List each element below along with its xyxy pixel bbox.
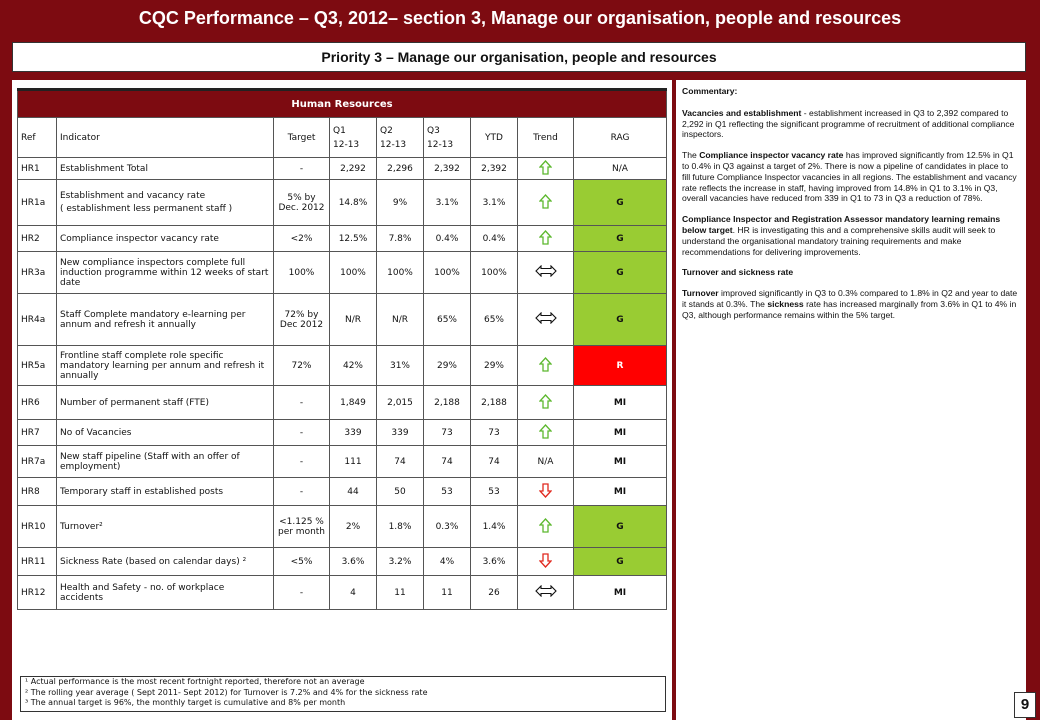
col-q3 bbox=[424, 118, 471, 158]
q3-cell: 0.3% bbox=[424, 506, 471, 548]
indicator-cell: No of Vacancies bbox=[57, 420, 274, 446]
trend-both-ways-arrow-icon bbox=[518, 294, 574, 346]
table-row bbox=[18, 478, 667, 506]
rag-cell: G bbox=[574, 180, 667, 226]
indicator-cell: Number of permanent staff (FTE) bbox=[57, 386, 274, 420]
q3-cell: 2,188 bbox=[424, 386, 471, 420]
ytd-cell: 100% bbox=[471, 252, 518, 294]
indicator-cell: Sickness Rate (based on calendar days) ² bbox=[57, 548, 274, 576]
page-title: CQC Performance – Q3, 2012– section 3, Manage our organisation, people and resources bbox=[138, 8, 902, 28]
rag-cell: MI bbox=[574, 446, 667, 478]
trend-up-arrow-icon bbox=[518, 180, 574, 226]
rag-cell: MI bbox=[574, 576, 667, 610]
ytd-cell: 65% bbox=[471, 294, 518, 346]
q2-cell: 3.2% bbox=[377, 548, 424, 576]
footnote-3: ³ The annual target is 96%, the monthly target is cumulative and 8% per month bbox=[25, 698, 346, 707]
compliance-pre: The bbox=[682, 150, 700, 161]
q2-cell: 1.8% bbox=[377, 506, 424, 548]
q1-cell: 14.8% bbox=[330, 180, 377, 226]
q3-cell: 74 bbox=[424, 446, 471, 478]
q1-cell: 4 bbox=[330, 576, 377, 610]
q1-cell: N/R bbox=[330, 294, 377, 346]
table-row bbox=[18, 294, 667, 346]
q2-sublabel: 12-13 bbox=[380, 139, 407, 150]
sickness-text: rate has increased marginally from 3.6% in Q1 to 4% in Q3, although performance remains within the 5% target. bbox=[682, 298, 1017, 320]
ref-cell: HR11 bbox=[18, 548, 57, 576]
col-trend: Trend bbox=[518, 118, 574, 158]
ytd-cell: 3.6% bbox=[471, 548, 518, 576]
table-row bbox=[18, 180, 667, 226]
q3-sublabel: 12-13 bbox=[427, 139, 454, 150]
q1-cell: 2,292 bbox=[330, 158, 377, 180]
q2-cell: 9% bbox=[377, 180, 424, 226]
indicator-cell: Turnover² bbox=[57, 506, 274, 548]
table-row bbox=[18, 576, 667, 610]
turnover-text: improved significantly in Q3 to 0.3% compared to 1.8% in Q2 and year to date it stands at 0.3%. The bbox=[682, 288, 1018, 309]
target-cell: <2% bbox=[274, 226, 330, 252]
trend-both-ways-arrow-icon bbox=[518, 252, 574, 294]
rag-cell: MI bbox=[574, 386, 667, 420]
vacancies-text: - establishment increased in Q3 to 2,392 compared to 2,292 in Q1 reflecting the significant programme of recruitment of additional compliance inspectors. bbox=[682, 107, 1015, 140]
q3-cell: 100% bbox=[424, 252, 471, 294]
col-q2 bbox=[377, 118, 424, 158]
q2-cell: 339 bbox=[377, 420, 424, 446]
human-resources-table bbox=[17, 88, 667, 610]
q3-cell: 3.1% bbox=[424, 180, 471, 226]
q1-cell: 100% bbox=[330, 252, 377, 294]
col-ref: Ref bbox=[18, 118, 57, 158]
q2-cell: N/R bbox=[377, 294, 424, 346]
ref-cell: HR4a bbox=[18, 294, 57, 346]
q2-label: Q2 bbox=[380, 125, 393, 136]
ref-cell: HR7a bbox=[18, 446, 57, 478]
q3-cell: 2,392 bbox=[424, 158, 471, 180]
table-row bbox=[18, 446, 667, 478]
trend-up-arrow-icon bbox=[518, 386, 574, 420]
commentary-panel bbox=[676, 80, 1026, 720]
col-target: Target bbox=[274, 118, 330, 158]
target-cell: <1.125 % per month bbox=[274, 506, 330, 548]
rag-cell: G bbox=[574, 506, 667, 548]
trend-up-arrow-icon bbox=[518, 506, 574, 548]
ytd-cell: 3.1% bbox=[471, 180, 518, 226]
trend-up-arrow-icon bbox=[518, 346, 574, 386]
col-q1 bbox=[330, 118, 377, 158]
indicator-cell: Temporary staff in established posts bbox=[57, 478, 274, 506]
trend-cell: N/A bbox=[518, 446, 574, 478]
ref-cell: HR2 bbox=[18, 226, 57, 252]
target-cell: 100% bbox=[274, 252, 330, 294]
col-ytd: YTD bbox=[471, 118, 518, 158]
q2-cell: 2,296 bbox=[377, 158, 424, 180]
indicator-cell: New compliance inspectors complete full induction programme within 12 weeks of start date bbox=[57, 252, 274, 294]
indicator-cell: Establishment Total bbox=[57, 158, 274, 180]
indicator-cell: New staff pipeline (Staff with an offer of employment) bbox=[57, 446, 274, 478]
trend-both-ways-arrow-icon bbox=[518, 576, 574, 610]
section-header: Human Resources bbox=[18, 90, 667, 118]
trend-down-arrow-icon bbox=[518, 548, 574, 576]
table-row bbox=[18, 226, 667, 252]
q1-sublabel: 12-13 bbox=[333, 139, 360, 150]
q2-cell: 2,015 bbox=[377, 386, 424, 420]
target-cell: - bbox=[274, 576, 330, 610]
col-rag: RAG bbox=[574, 118, 667, 158]
col-indicator: Indicator bbox=[57, 118, 274, 158]
rag-cell: MI bbox=[574, 420, 667, 446]
target-cell: 72% bbox=[274, 346, 330, 386]
q3-cell: 65% bbox=[424, 294, 471, 346]
ytd-cell: 26 bbox=[471, 576, 518, 610]
q2-cell: 11 bbox=[377, 576, 424, 610]
mandatory-heading: Compliance Inspector and Registration Assessor mandatory learning remains below target bbox=[682, 214, 1001, 235]
ref-cell: HR7 bbox=[18, 420, 57, 446]
q3-label: Q3 bbox=[427, 125, 440, 136]
target-cell: - bbox=[274, 158, 330, 180]
q1-label: Q1 bbox=[333, 125, 346, 136]
commentary-turnover bbox=[682, 288, 1018, 320]
q1-cell: 339 bbox=[330, 420, 377, 446]
footnote-1: ¹ Actual performance is the most recent fortnight reported, therefore not an average bbox=[25, 677, 365, 686]
table-row bbox=[18, 386, 667, 420]
q2-cell: 50 bbox=[377, 478, 424, 506]
q1-cell: 3.6% bbox=[330, 548, 377, 576]
q2-cell: 7.8% bbox=[377, 226, 424, 252]
q3-cell: 29% bbox=[424, 346, 471, 386]
commentary-heading: Commentary: bbox=[682, 86, 738, 96]
turnover-label: Turnover bbox=[682, 288, 719, 299]
rag-cell: G bbox=[574, 548, 667, 576]
column-header-row bbox=[18, 118, 667, 158]
q1-cell: 111 bbox=[330, 446, 377, 478]
commentary-compliance-rate bbox=[682, 150, 1018, 204]
rag-cell: G bbox=[574, 226, 667, 252]
target-cell: - bbox=[274, 420, 330, 446]
ref-cell: HR6 bbox=[18, 386, 57, 420]
target-cell: - bbox=[274, 478, 330, 506]
hr-table-body bbox=[18, 158, 667, 610]
indicator-cell: Establishment and vacancy rate ( establishment less permanent staff ) bbox=[57, 180, 274, 226]
trend-down-arrow-icon bbox=[518, 478, 574, 506]
ytd-cell: 29% bbox=[471, 346, 518, 386]
ytd-cell: 2,392 bbox=[471, 158, 518, 180]
q1-cell: 42% bbox=[330, 346, 377, 386]
q3-cell: 11 bbox=[424, 576, 471, 610]
q2-cell: 100% bbox=[377, 252, 424, 294]
ytd-cell: 0.4% bbox=[471, 226, 518, 252]
commentary-turnover-heading bbox=[682, 267, 1018, 278]
commentary-vacancies bbox=[682, 108, 1018, 140]
q3-cell: 73 bbox=[424, 420, 471, 446]
ytd-cell: 2,188 bbox=[471, 386, 518, 420]
indicator-cell: Compliance inspector vacancy rate bbox=[57, 226, 274, 252]
target-cell: 72% by Dec 2012 bbox=[274, 294, 330, 346]
target-cell: <5% bbox=[274, 548, 330, 576]
ref-cell: HR5a bbox=[18, 346, 57, 386]
ref-cell: HR1 bbox=[18, 158, 57, 180]
q1-cell: 2% bbox=[330, 506, 377, 548]
hr-table-panel bbox=[12, 80, 672, 720]
ytd-cell: 73 bbox=[471, 420, 518, 446]
target-cell: - bbox=[274, 386, 330, 420]
table-row bbox=[18, 158, 667, 180]
commentary bbox=[682, 86, 1018, 331]
table-row bbox=[18, 420, 667, 446]
rag-cell: R bbox=[574, 346, 667, 386]
indicator-cell: Staff Complete mandatory e-learning per annum and refresh it annually bbox=[57, 294, 274, 346]
trend-up-arrow-icon bbox=[518, 226, 574, 252]
ref-cell: HR10 bbox=[18, 506, 57, 548]
ytd-cell: 1.4% bbox=[471, 506, 518, 548]
q1-cell: 1,849 bbox=[330, 386, 377, 420]
table-row bbox=[18, 346, 667, 386]
q2-cell: 74 bbox=[377, 446, 424, 478]
mandatory-text: . HR is investigating this and a comprehensive skills audit will seek to understand the organisational mandatory training requirements and make recommendations for delivering improvements. bbox=[682, 224, 996, 257]
turnover-sickness-heading: Turnover and sickness rate bbox=[682, 267, 794, 278]
commentary-mandatory-learning bbox=[682, 214, 1018, 257]
q3-cell: 4% bbox=[424, 548, 471, 576]
footnotes bbox=[20, 676, 666, 712]
ref-cell: HR3a bbox=[18, 252, 57, 294]
rag-cell: G bbox=[574, 294, 667, 346]
table-row bbox=[18, 252, 667, 294]
trend-up-arrow-icon bbox=[518, 158, 574, 180]
ref-cell: HR8 bbox=[18, 478, 57, 506]
ref-cell: HR12 bbox=[18, 576, 57, 610]
rag-cell: N/A bbox=[574, 158, 667, 180]
sickness-label: sickness bbox=[767, 298, 804, 309]
trend-up-arrow-icon bbox=[518, 420, 574, 446]
table-row bbox=[18, 506, 667, 548]
q2-cell: 31% bbox=[377, 346, 424, 386]
target-cell: 5% by Dec. 2012 bbox=[274, 180, 330, 226]
ytd-cell: 53 bbox=[471, 478, 518, 506]
rag-cell: MI bbox=[574, 478, 667, 506]
q3-cell: 0.4% bbox=[424, 226, 471, 252]
indicator-cell: Frontline staff complete role specific mandatory learning per annum and refresh it annually bbox=[57, 346, 274, 386]
compliance-text: has improved significantly from 12.5% in Q1 to 0.4% in Q3 against a target of 2%. There is now a pipeline of candidates in place to fill future Compliance Inspector vacancies in all regions. The establishment and vacancy rate reflects the increase in staff, having improved from 14.8% in Q1 to 3.1% in Q3, overall vacancies have reduced from 339 in Q1 to 73 in Q3 a reduction of 78%. bbox=[682, 150, 1017, 204]
q1-cell: 12.5% bbox=[330, 226, 377, 252]
priority-banner: Priority 3 – Manage our organisation, people and resources bbox=[12, 42, 1026, 72]
page-number: 9 bbox=[1014, 692, 1036, 718]
q3-cell: 53 bbox=[424, 478, 471, 506]
rag-cell: G bbox=[574, 252, 667, 294]
table-row bbox=[18, 548, 667, 576]
target-cell: - bbox=[274, 446, 330, 478]
indicator-cell: Health and Safety - no. of workplace accidents bbox=[57, 576, 274, 610]
q1-cell: 44 bbox=[330, 478, 377, 506]
ref-cell: HR1a bbox=[18, 180, 57, 226]
footnote-2: ² The rolling year average ( Sept 2011- Sept 2012) for Turnover is 7.2% and 4% for the sickness rate bbox=[25, 687, 428, 697]
ytd-cell: 74 bbox=[471, 446, 518, 478]
vacancies-heading: Vacancies and establishment bbox=[682, 107, 802, 118]
compliance-heading: Compliance inspector vacancy rate bbox=[699, 150, 844, 161]
